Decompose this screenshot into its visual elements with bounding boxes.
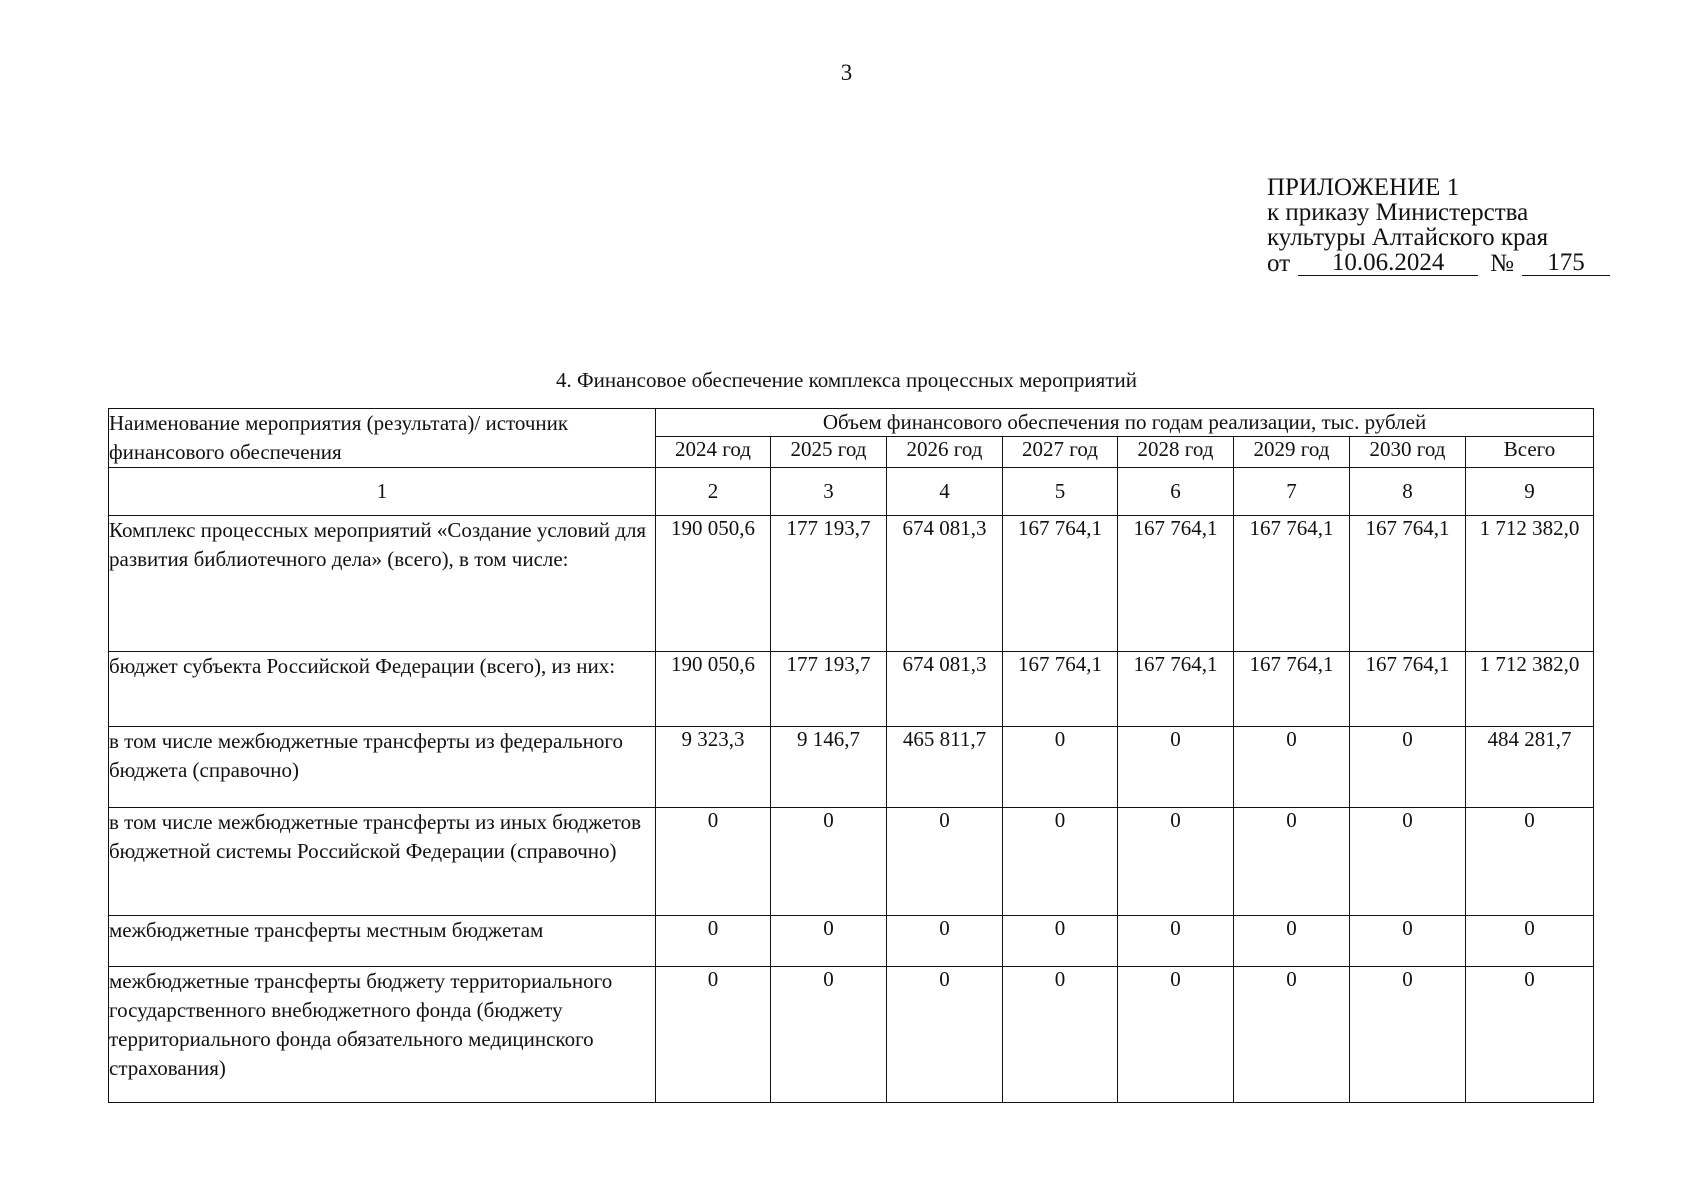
appendix-line-2: к приказу Министерства <box>1267 199 1529 226</box>
value-cell: 0 <box>1118 966 1234 1102</box>
value-cell: 0 <box>1350 966 1466 1102</box>
value-cell: 674 081,3 <box>887 515 1003 651</box>
table-row <box>109 727 1594 808</box>
value-cell: 0 <box>1118 727 1234 808</box>
value-cell: 0 <box>1118 808 1234 916</box>
table-row <box>109 916 1594 967</box>
order-line <box>1267 250 1610 276</box>
value-cell: 190 050,6 <box>656 651 771 726</box>
value-cell: 167 764,1 <box>1003 515 1118 651</box>
row-label: бюджет субъекта Российской Федерации (всего), из них: <box>109 651 656 726</box>
value-cell: 0 <box>1234 727 1350 808</box>
column-index: 8 <box>1350 468 1466 516</box>
total-header: Всего <box>1466 437 1594 468</box>
total-cell: 0 <box>1466 916 1594 967</box>
total-cell: 1 712 382,0 <box>1466 651 1594 726</box>
row-label: Комплекс процессных мероприятий «Создание условий для развития библиотечного дела» (всего), в том числе: <box>109 515 656 651</box>
value-cell: 674 081,3 <box>887 651 1003 726</box>
column-index: 3 <box>771 468 887 516</box>
column-index: 5 <box>1003 468 1118 516</box>
value-cell: 177 193,7 <box>771 651 887 726</box>
value-cell: 0 <box>887 966 1003 1102</box>
year-header: 2026 год <box>887 437 1003 468</box>
value-cell: 0 <box>1234 916 1350 967</box>
value-cell: 167 764,1 <box>1350 515 1466 651</box>
year-header: 2028 год <box>1118 437 1234 468</box>
column-index: 7 <box>1234 468 1350 516</box>
value-cell: 0 <box>1118 916 1234 967</box>
value-cell: 0 <box>1003 808 1118 916</box>
value-cell: 190 050,6 <box>656 515 771 651</box>
appendix-title: ПРИЛОЖЕНИЕ 1 <box>1267 174 1460 201</box>
value-cell: 0 <box>656 916 771 967</box>
value-cell: 0 <box>887 916 1003 967</box>
value-cell: 167 764,1 <box>1118 515 1234 651</box>
from-label: от <box>1267 250 1291 277</box>
value-cell: 0 <box>1350 808 1466 916</box>
table-row <box>109 515 1594 651</box>
value-cell: 0 <box>1234 966 1350 1102</box>
value-cell: 0 <box>656 966 771 1102</box>
value-cell: 0 <box>1350 916 1466 967</box>
appendix-line-3: культуры Алтайского края <box>1267 224 1549 251</box>
table-row <box>109 808 1594 916</box>
value-cell: 0 <box>1003 966 1118 1102</box>
value-cell: 9 323,3 <box>656 727 771 808</box>
section-title: 4. Финансовое обеспечение комплекса процессных мероприятий <box>556 368 1137 392</box>
column-index: 2 <box>656 468 771 516</box>
row-label: в том числе межбюджетные трансферты из иных бюджетов бюджетной системы Российской Федерации (справочно) <box>109 808 656 916</box>
total-cell: 0 <box>1466 808 1594 916</box>
value-cell: 167 764,1 <box>1234 651 1350 726</box>
value-cell: 0 <box>771 966 887 1102</box>
column-index-row <box>109 468 1594 516</box>
value-cell: 177 193,7 <box>771 515 887 651</box>
row-label: в том числе межбюджетные трансферты из федерального бюджета (справочно) <box>109 727 656 808</box>
header-row <box>109 409 1594 437</box>
year-header: 2029 год <box>1234 437 1350 468</box>
value-cell: 167 764,1 <box>1118 651 1234 726</box>
value-cell: 9 146,7 <box>771 727 887 808</box>
total-cell: 0 <box>1466 966 1594 1102</box>
table-row <box>109 966 1594 1102</box>
value-cell: 0 <box>1003 916 1118 967</box>
year-header: 2027 год <box>1003 437 1118 468</box>
appendix-block <box>1267 175 1610 276</box>
total-cell: 1 712 382,0 <box>1466 515 1594 651</box>
number-sign: № <box>1490 250 1514 277</box>
value-cell: 0 <box>1234 808 1350 916</box>
order-number: 175 <box>1522 250 1610 276</box>
financing-volume-header: Объем финансового обеспечения по годам реализации, тыс. рублей <box>656 409 1594 437</box>
page-number: 3 <box>840 60 853 85</box>
column-index: 1 <box>109 468 656 516</box>
financing-table <box>108 408 1594 1103</box>
value-cell: 167 764,1 <box>1350 651 1466 726</box>
name-column-header: Наименование мероприятия (результата)/ источник финансового обеспечения <box>109 409 656 468</box>
year-header: 2025 год <box>771 437 887 468</box>
year-header: 2024 год <box>656 437 771 468</box>
total-cell: 484 281,7 <box>1466 727 1594 808</box>
column-index: 9 <box>1466 468 1594 516</box>
value-cell: 167 764,1 <box>1003 651 1118 726</box>
value-cell: 0 <box>656 808 771 916</box>
order-date: 10.06.2024 <box>1298 250 1478 276</box>
row-label: межбюджетные трансферты бюджету территориального государственного внебюджетного фонда (бюджету территориального фонда обязательного медицинского страхования) <box>109 966 656 1102</box>
year-header: 2030 год <box>1350 437 1466 468</box>
row-label: межбюджетные трансферты местным бюджетам <box>109 916 656 967</box>
value-cell: 0 <box>771 808 887 916</box>
value-cell: 167 764,1 <box>1234 515 1350 651</box>
value-cell: 0 <box>887 808 1003 916</box>
value-cell: 0 <box>771 916 887 967</box>
value-cell: 465 811,7 <box>887 727 1003 808</box>
column-index: 6 <box>1118 468 1234 516</box>
value-cell: 0 <box>1350 727 1466 808</box>
value-cell: 0 <box>1003 727 1118 808</box>
table-row <box>109 651 1594 726</box>
column-index: 4 <box>887 468 1003 516</box>
